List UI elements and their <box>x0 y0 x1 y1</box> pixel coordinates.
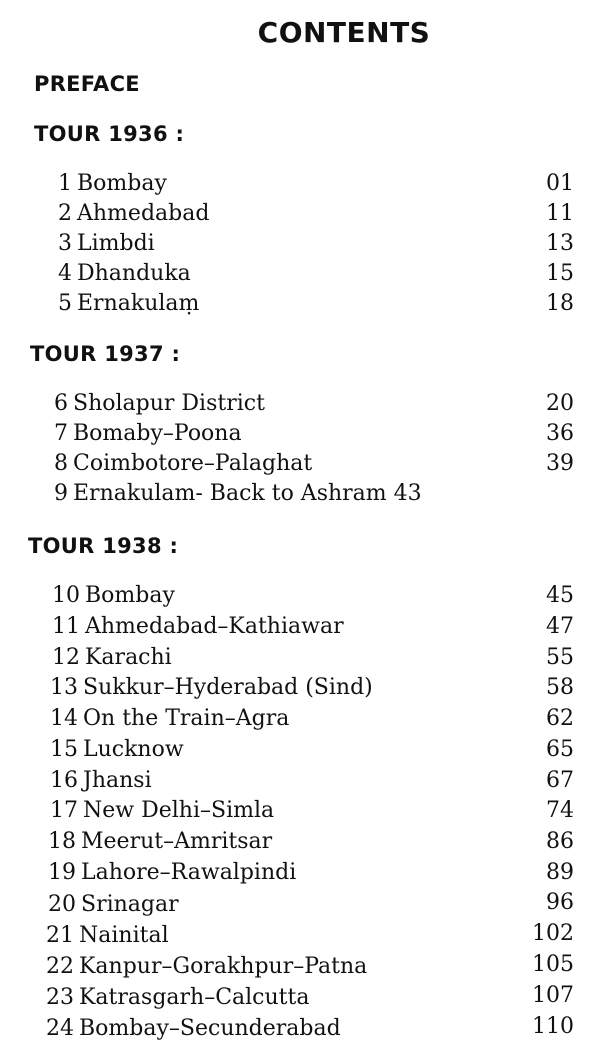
entry-page-number: 36 <box>546 421 574 446</box>
entry-number: 9 <box>54 481 68 506</box>
entry-number: 2 <box>58 201 72 226</box>
entry-number: 14 <box>50 706 78 731</box>
entry-title: Coimbotore–Palaghat <box>73 451 313 476</box>
entry-title: Ernakulam- Back to Ashram 43 <box>73 481 422 506</box>
entry-number: 3 <box>58 231 72 256</box>
entry-number: 15 <box>50 737 78 762</box>
entry-page-number: 58 <box>546 675 574 700</box>
entry-page-number: 01 <box>546 171 574 196</box>
toc-entry[interactable] <box>52 644 172 672</box>
entry-number: 10 <box>52 583 80 608</box>
entry-page-number: 47 <box>546 614 574 639</box>
toc-entry[interactable] <box>48 828 272 856</box>
entry-number: 12 <box>52 645 80 670</box>
entry-number: 22 <box>46 954 74 979</box>
tour-heading: TOUR 1938 : <box>28 534 179 558</box>
entry-page-number: 62 <box>546 706 574 731</box>
entry-title: Sukkur–Hyderabad (Sind) <box>83 675 373 700</box>
entry-page-number: 86 <box>546 829 574 854</box>
entry-number: 5 <box>58 291 72 316</box>
entry-page-number: 107 <box>532 983 574 1008</box>
entry-title: Limbdi <box>77 231 155 256</box>
entry-page-number: 102 <box>532 921 574 946</box>
toc-entry[interactable] <box>46 922 169 950</box>
entry-page-number: 105 <box>532 952 574 977</box>
entry-title: On the Train–Agra <box>83 706 290 731</box>
entry-number: 17 <box>50 798 78 823</box>
toc-entry[interactable] <box>52 582 175 610</box>
entry-number: 23 <box>46 985 74 1010</box>
tour-heading: TOUR 1937 : <box>30 342 181 366</box>
toc-entry[interactable] <box>58 260 191 288</box>
toc-entry[interactable] <box>52 613 344 641</box>
entry-title: Meerut–Amritsar <box>81 829 273 854</box>
entry-number: 20 <box>48 892 76 917</box>
preface-heading: PREFACE <box>34 72 140 96</box>
entry-page-number: 74 <box>546 798 574 823</box>
entry-page-number: 13 <box>546 231 574 256</box>
toc-entry[interactable] <box>50 705 289 733</box>
entry-title: Nainital <box>79 923 169 948</box>
entry-page-number: 20 <box>546 391 574 416</box>
entry-title: Bombay <box>77 171 167 196</box>
entry-page-number: 96 <box>546 890 574 915</box>
toc-entry[interactable] <box>54 390 265 418</box>
tour-heading: TOUR 1936 : <box>34 122 185 146</box>
entry-number: 21 <box>46 923 74 948</box>
toc-entry[interactable] <box>58 230 155 258</box>
entry-title: Lahore–Rawalpindi <box>81 860 297 885</box>
entry-number: 6 <box>54 391 68 416</box>
entry-title: Kanpur–Gorakhpur–Patna <box>79 954 368 979</box>
toc-entry[interactable] <box>54 450 312 478</box>
entry-page-number: 39 <box>546 451 574 476</box>
entry-title: Bombay <box>85 583 175 608</box>
entry-page-number: 65 <box>546 737 574 762</box>
toc-entry[interactable] <box>50 674 373 702</box>
entry-page-number: 110 <box>532 1014 574 1039</box>
entry-number: 4 <box>58 261 72 286</box>
entry-title: Katrasgarh–Calcutta <box>79 985 310 1010</box>
entry-number: 8 <box>54 451 68 476</box>
entry-title: Jhansi <box>83 768 152 793</box>
entry-number: 1 <box>58 171 72 196</box>
entry-page-number: 45 <box>546 583 574 608</box>
toc-entry[interactable] <box>50 736 184 764</box>
toc-entry[interactable] <box>58 200 209 228</box>
entry-page-number: 11 <box>546 201 574 226</box>
toc-entry[interactable] <box>46 953 367 981</box>
entry-title: Srinagar <box>81 892 179 917</box>
entry-title: New Delhi–Simla <box>83 798 275 823</box>
entry-title: Bombay–Secunderabad <box>79 1016 341 1041</box>
toc-entry[interactable] <box>48 859 296 887</box>
toc-entry[interactable] <box>58 290 199 318</box>
entry-number: 13 <box>50 675 78 700</box>
entry-page-number: 67 <box>546 768 574 793</box>
entry-number: 11 <box>52 614 80 639</box>
toc-entry[interactable] <box>50 797 274 825</box>
entry-title: Karachi <box>85 645 172 670</box>
toc-entry[interactable] <box>48 891 179 919</box>
toc-entry[interactable] <box>50 767 152 795</box>
entry-number: 24 <box>46 1016 74 1041</box>
entry-number: 18 <box>48 829 76 854</box>
entry-page-number: 15 <box>546 261 574 286</box>
page-title: CONTENTS <box>257 16 431 49</box>
toc-entry[interactable] <box>54 480 422 508</box>
entry-number: 16 <box>50 768 78 793</box>
entry-title: Bomaby–Poona <box>73 421 242 446</box>
entry-page-number: 18 <box>546 291 574 316</box>
entry-title: Dhanduka <box>77 261 191 286</box>
entry-number: 7 <box>54 421 68 446</box>
entry-number: 19 <box>48 860 76 885</box>
entry-title: Lucknow <box>83 737 184 762</box>
entry-title: Ahmedabad–Kathiawar <box>85 614 344 639</box>
entry-title: Ernakulaṃ <box>77 291 200 316</box>
toc-entry[interactable] <box>46 1015 341 1043</box>
toc-entry[interactable] <box>54 420 242 448</box>
entry-page-number: 89 <box>546 860 574 885</box>
entry-page-number: 55 <box>546 645 574 670</box>
toc-entry[interactable] <box>46 984 309 1012</box>
toc-entry[interactable] <box>58 170 167 198</box>
entry-title: Ahmedabad <box>77 201 210 226</box>
entry-title: Sholapur District <box>73 391 265 416</box>
